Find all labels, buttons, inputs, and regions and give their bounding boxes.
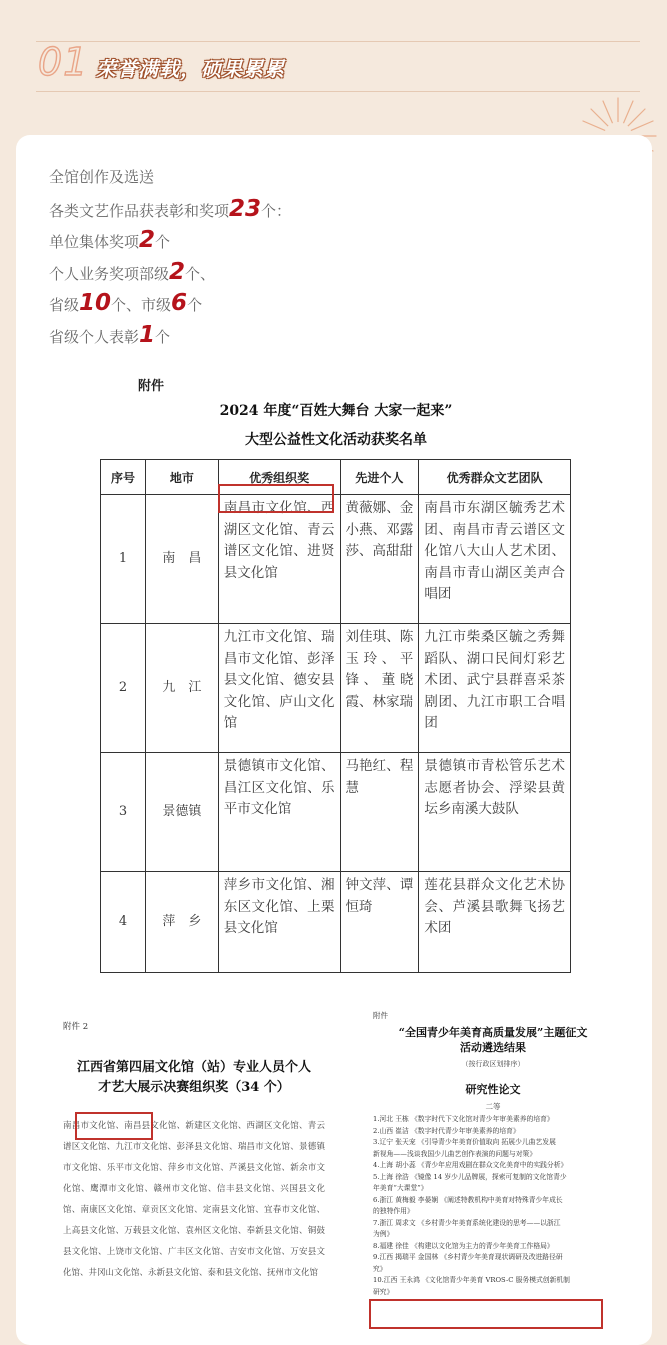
title-line: “全国青少年美育高质量发展”主题征文 (398, 1026, 588, 1039)
grade-label: 二等 (485, 1102, 501, 1111)
table-cell-person: 黄薇娜、金小燕、邓露莎、高甜甜 (340, 495, 419, 624)
attachment-label: 附件 (138, 379, 165, 394)
list-item: 研究》 (373, 1287, 394, 1296)
list-item: 10.江西 王永鸿 《文化馆青少年美育 VROS-C 服务模式创新机制 (373, 1276, 570, 1284)
list-item: 究》 (373, 1264, 387, 1273)
stat-text: 个、市级 (111, 296, 172, 314)
list-item: 4.上海 胡小蕊 《青少年应用戏剧在群众文化美育中的实践分析》 (373, 1161, 568, 1169)
column-header: 优秀组织奖 (218, 460, 340, 495)
stat-text: 省级 (49, 296, 80, 314)
document-subtitle: 大型公益性文化活动获奖名单 (245, 432, 427, 448)
table-cell-team: 南昌市东湖区毓秀艺术团、南昌市青云谱区文化馆八大山人艺术团、南昌市青山湖区美声合唱团 (419, 495, 571, 624)
stat-text: 个人业务奖项部级 (49, 264, 170, 283)
title-line: 江西省第四届文化馆（站）专业人员个人 (76, 1060, 311, 1075)
table-cell-city: 南 昌 (145, 495, 218, 624)
table-cell-org: 景德镇市文化馆、昌江区文化馆、乐平市文化馆 (218, 753, 340, 872)
stat-line-intro (49, 162, 291, 194)
document-body: 南昌市文化馆、南昌县文化馆、新建区文化馆、西湖区文化馆、青云谱区文化馆、九江市文化馆、彭泽县文化馆、瑞昌市文化馆、景德镇市文化馆、乐平市文化馆、萍乡市文化馆、芦溪县文化馆、新余市文化馆、鹰潭市文化馆、赣州市文化馆、信丰县文化馆、兴国县文化馆、南康区文化馆、章贡区文化馆、定南县文化馆、宜春市文化馆、上高县文化馆、万载县文化馆、袁州区文化馆、奉新县文化馆、铜鼓县文化馆、上饶市文化馆、广丰区文化馆、吉安市文化馆、万安县文化馆、井冈山文化馆、永新县文化馆、泰和县文化馆、抚州市文化馆 (63, 1121, 325, 1278)
highlight-box (75, 1112, 153, 1140)
document-title: 2024 年度“百姓大舞台 大家一起来” (219, 403, 453, 419)
stat-number: 2 (169, 258, 186, 285)
table-cell-org: 九江市文化馆、瑞昌市文化馆、彭泽县文化馆、德安县文化馆、庐山文化馆 (218, 624, 340, 753)
column-header: 地市 (145, 460, 218, 495)
table-cell-no: 3 (101, 753, 146, 872)
table-cell-person: 刘佳琪、陈玉玲、平锋、董晓霞、林家瑞 (340, 624, 419, 753)
stat-text: 个 (155, 233, 171, 251)
list-item: 7.浙江 周求文 《乡村青少年美育系统化建设的思考——以浙江 (373, 1218, 561, 1227)
list-item: 8.福建 徐佳 《构建以文化馆为主力的青少年美育工作格局》 (373, 1241, 554, 1250)
table-cell-team: 莲花县群众文化艺术协会、芦溪县歌舞飞扬艺术团 (419, 872, 571, 973)
table-cell-no: 4 (101, 872, 146, 973)
section-heading: 研究性论文 (465, 1083, 521, 1096)
stat-text: 个、 (185, 264, 216, 283)
table-header-row (101, 460, 571, 495)
list-item: 年美育“大课堂”》 (373, 1184, 428, 1192)
list-item: 新视角——浅谈我国少儿曲艺创作表演的问题与对策》 (373, 1149, 537, 1158)
stat-text: 各类文艺作品获表彰和奖项 (49, 201, 230, 220)
stat-line-total (49, 194, 291, 226)
table-cell-city: 景德镇 (145, 753, 218, 872)
title-line: 活动遴选结果 (460, 1041, 526, 1054)
highlight-box (369, 1299, 603, 1329)
table-row (101, 753, 571, 872)
column-header: 优秀群众文艺团队 (419, 460, 571, 495)
list-item: 2.山西 崔洁 《数字时代青少年审美素养的培育》 (373, 1126, 520, 1135)
stat-text: 个 (155, 327, 171, 346)
table-row (101, 495, 571, 624)
stat-number: 23 (229, 195, 262, 222)
list-item: 3.辽宁 张天宠 《引导青少年美育价值取向 拓展少儿曲艺发展 (373, 1138, 556, 1146)
column-header: 先进个人 (340, 460, 419, 495)
stat-line-provincial-city (49, 288, 291, 320)
list-item: 为例》 (373, 1230, 394, 1238)
list-item: 6.浙江 黄梅毅 李晏娴 《阐述特教机构中美育对特殊青少年成长 (373, 1195, 563, 1204)
order-note: （按行政区划排序） (461, 1060, 525, 1068)
title-line: 才艺大展示决赛组织奖（34 个） (98, 1080, 290, 1095)
table-cell-no: 1 (101, 495, 146, 624)
stat-line-personal (49, 257, 291, 289)
list-item: 的独特作用》 (373, 1207, 414, 1215)
stat-text: 个： (261, 201, 292, 220)
award-document-2 (63, 1020, 325, 1284)
stat-text: 个 (187, 296, 203, 314)
table-row (101, 872, 571, 973)
document-title (63, 1058, 325, 1098)
table-cell-person: 马艳红、程慧 (340, 753, 419, 872)
table-cell-org: 萍乡市文化馆、湘东区文化馆、上栗县文化馆 (218, 872, 340, 973)
stat-number: 1 (139, 321, 156, 348)
list-item: 5.上海 徐浩 《镜像 14 岁少儿品牌展，探索可复制的文化馆青少 (373, 1172, 567, 1181)
table-cell-team: 景德镇市青松管乐艺术志愿者协会、浮梁县黄坛乡南溪大鼓队 (419, 753, 571, 872)
stat-text: 单位集体奖项 (49, 233, 140, 251)
stat-number: 6 (171, 290, 188, 316)
list-item: 1.河北 王栋 《数字时代下文化馆对青少年审美素养的培育》 (373, 1115, 554, 1123)
table-cell-org: 南昌市文化馆、西湖区文化馆、青云谱区文化馆、进贤县文化馆 (218, 495, 340, 624)
header-divider-top (36, 41, 640, 42)
column-header: 序号 (101, 460, 146, 495)
table-cell-no: 2 (101, 624, 146, 753)
table-cell-city: 萍 乡 (145, 872, 218, 973)
stat-line-unit (49, 225, 291, 257)
table-row (101, 624, 571, 753)
award-document-3 (373, 1010, 613, 1298)
section-title: 荣誉满载，硕果累累 (96, 57, 285, 81)
header-divider-bottom (36, 91, 640, 92)
stat-number: 10 (79, 290, 112, 316)
achievement-stats (49, 162, 291, 351)
table-cell-city: 九 江 (145, 624, 218, 753)
highlight-box (218, 484, 334, 513)
attachment-label: 附件 2 (63, 1022, 89, 1032)
document-title (373, 1025, 613, 1055)
stat-number: 2 (139, 227, 156, 253)
table-cell-person: 钟文萍、谭恒琦 (340, 872, 419, 973)
stat-text: 省级个人表彰 (49, 327, 140, 346)
stat-line-commendation (49, 320, 291, 352)
award-table (100, 459, 571, 973)
section-number: 01 (38, 40, 89, 84)
stat-text: 全馆创作及选送 (49, 168, 155, 186)
table-cell-team: 九江市柴桑区毓之秀舞蹈队、湖口民间灯彩艺术团、武宁县群喜采茶剧团、九江市职工合唱团 (419, 624, 571, 753)
attachment-label: 附件 (373, 1011, 388, 1020)
list-item: 9.江西 揭瑞平 金国林 《乡村青少年美育现状调研及改进路径研 (373, 1253, 563, 1261)
paper-list (373, 1114, 613, 1298)
